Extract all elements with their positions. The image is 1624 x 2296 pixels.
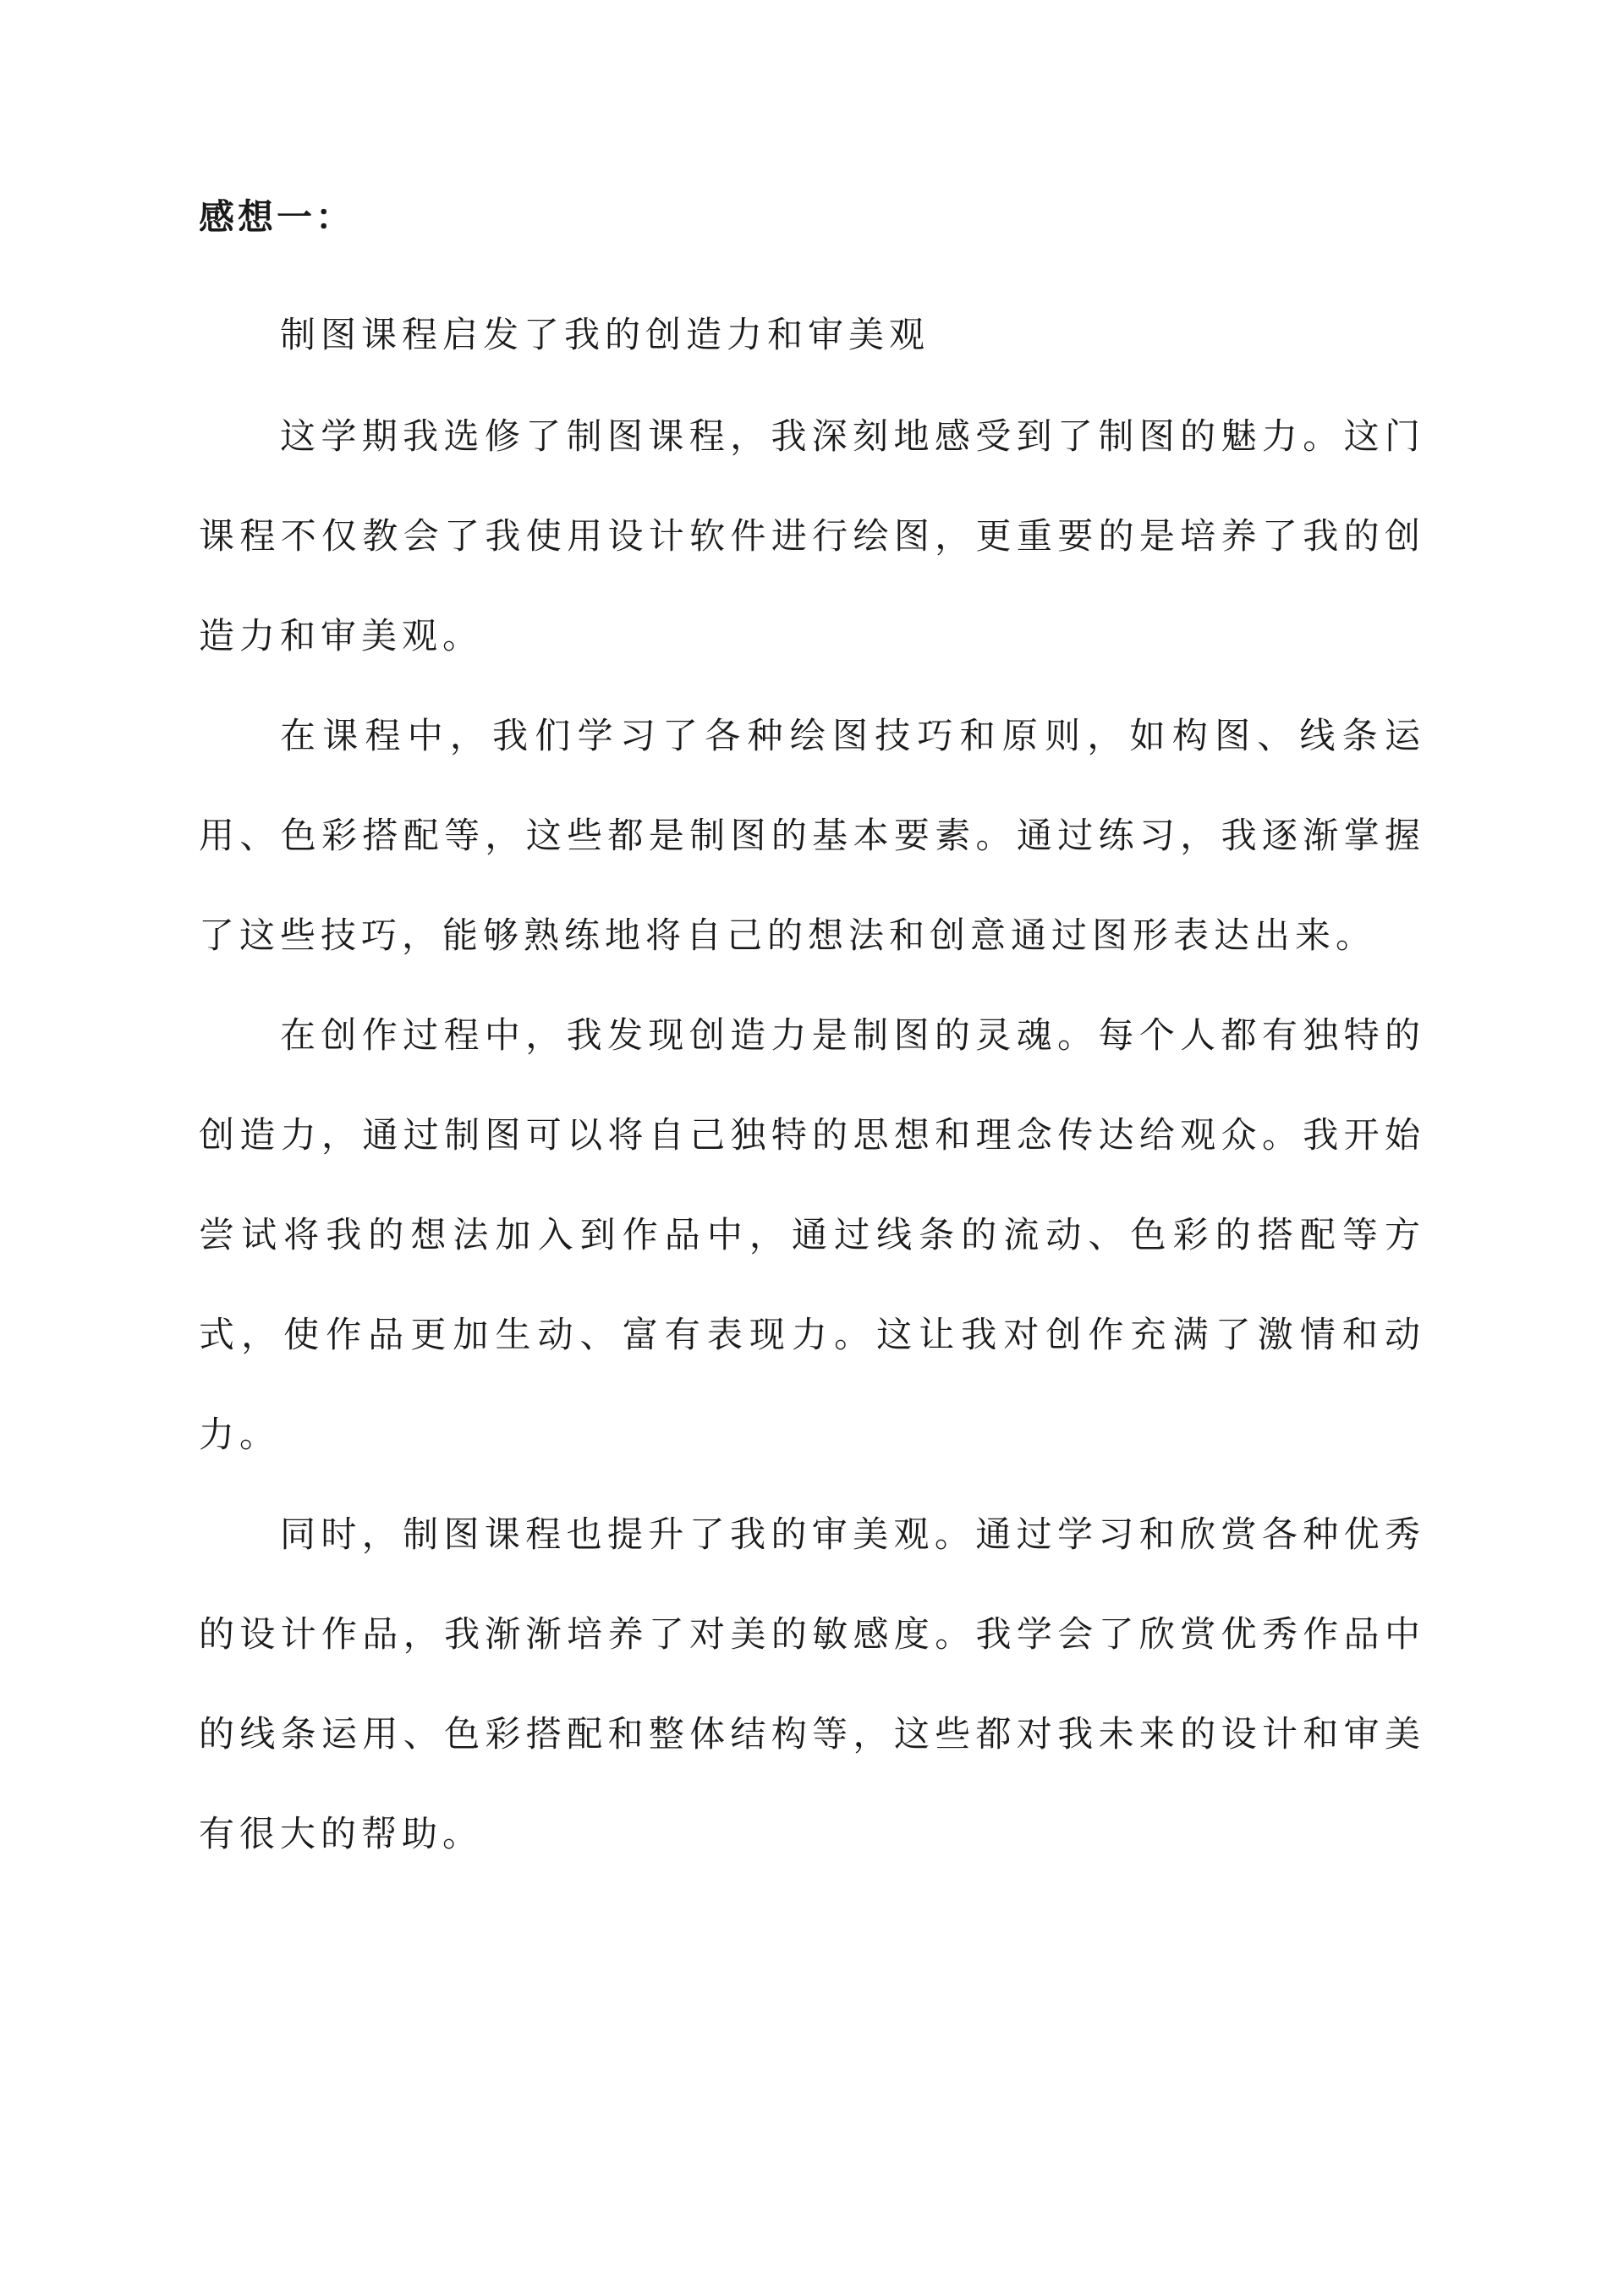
paragraph-3: 在创作过程中，我发现创造力是制图的灵魂。每个人都有独特的创造力，通过制图可以将自己独特的思想和理念传达给观众。我开始尝试将我的想法加入到作品中，通过线条的流动、色彩的搭配等方式，使作品更加生动、富有表现力。这让我对创作充满了激情和动力。 <box>199 1013 1425 1455</box>
paragraph-2: 在课程中，我们学习了各种绘图技巧和原则，如构图、线条运用、色彩搭配等，这些都是制图的基本要素。通过练习，我逐渐掌握了这些技巧，能够熟练地将自己的想法和创意通过图形表达出来。 <box>199 714 1425 956</box>
paragraph-4: 同时，制图课程也提升了我的审美观。通过学习和欣赏各种优秀的设计作品，我渐渐培养了对美的敏感度。我学会了欣赏优秀作品中的线条运用、色彩搭配和整体结构等，这些都对我未来的设计和审美有很大的帮助。 <box>199 1513 1425 1854</box>
section-heading: 感想一： <box>199 196 355 238</box>
paragraph-1: 这学期我选修了制图课程，我深刻地感受到了制图的魅力。这门课程不仅教会了我使用设计软件进行绘图，更重要的是培养了我的创造力和审美观。 <box>199 415 1425 656</box>
essay-title: 制图课程启发了我的创造力和审美观 <box>280 313 930 355</box>
document-body <box>199 195 1425 1884</box>
